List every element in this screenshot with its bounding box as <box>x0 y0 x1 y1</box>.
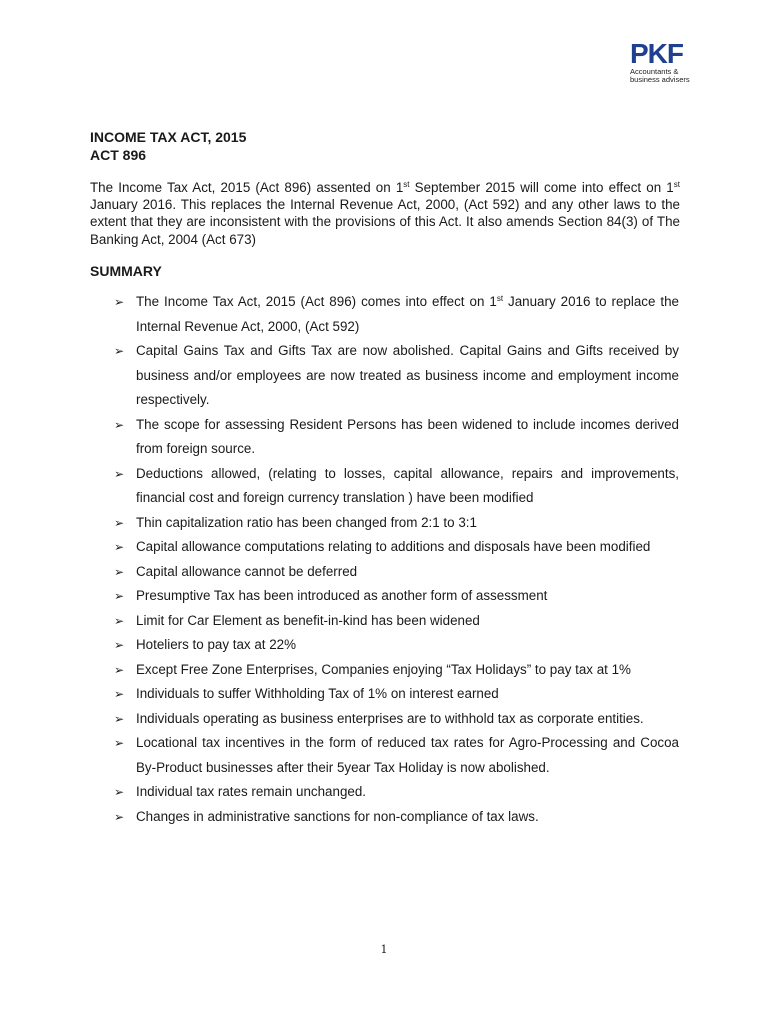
list-item-text: January 2016 to replace the Internal Revenue Act, 2000, (Act 592) <box>136 294 680 334</box>
arrowhead-icon: ➢ <box>114 687 125 701</box>
list-item-text: Locational tax incentives in the form of reduced tax rates for Agro-Processing and Cocoa By-Product businesses after their 5year Tax Holiday is now abolished. <box>136 735 679 775</box>
arrowhead-icon: ➢ <box>114 540 125 554</box>
pkf-logo-text: PKF <box>630 40 683 66</box>
arrowhead-icon: ➢ <box>114 785 125 799</box>
arrowhead-icon: ➢ <box>114 589 125 603</box>
logo-tagline-line1: Accountants & <box>630 67 679 76</box>
list-item <box>114 560 679 585</box>
list-item <box>114 535 679 560</box>
list-item-text: Thin capitalization ratio has been changed from 2:1 to 3:1 <box>136 514 477 530</box>
arrowhead-icon: ➢ <box>114 638 125 652</box>
list-item-text: Limit for Car Element as benefit-in-kind has been widened <box>136 612 480 628</box>
summary-heading: SUMMARY <box>90 263 162 279</box>
list-item-sup: st <box>496 294 504 303</box>
list-item-text: The Income Tax Act, 2015 (Act 896) comes into effect on 1 <box>136 294 497 309</box>
list-item-text: Presumptive Tax has been introduced as another form of assessment <box>136 588 548 603</box>
title-line-1: INCOME TAX ACT, 2015 <box>90 129 247 145</box>
list-item <box>114 780 679 805</box>
intro-text-1: The Income Tax Act, 2015 (Act 896) assented on 1 <box>90 180 404 195</box>
list-item-text: Capital Gains Tax and Gifts Tax are now abolished. Capital Gains and Gifts received by business and/or employees are now treated as business income and employment income respectively. <box>136 343 679 407</box>
list-item-text: Hoteliers to pay tax at 22% <box>136 637 297 652</box>
list-item-text: Except Free Zone Enterprises, Companies enjoying “Tax Holidays” to pay tax at 1% <box>136 661 631 677</box>
arrowhead-icon: ➢ <box>114 295 125 309</box>
list-item <box>114 609 679 634</box>
arrowhead-icon: ➢ <box>114 736 125 750</box>
pkf-logo <box>630 40 720 84</box>
list-item-text: Deductions allowed, (relating to losses, capital allowance, repairs and improvements, financial cost and foreign currency translation ) have been modified <box>136 465 679 505</box>
arrowhead-icon: ➢ <box>114 613 125 628</box>
arrowhead-icon: ➢ <box>114 711 125 726</box>
list-item <box>114 511 679 536</box>
list-item <box>114 805 679 830</box>
arrowhead-icon: ➢ <box>114 662 125 677</box>
list-item-text: Capital allowance cannot be deferred <box>136 563 358 579</box>
list-item <box>114 413 679 462</box>
list-item <box>114 658 679 683</box>
list-item <box>114 707 679 732</box>
arrowhead-icon: ➢ <box>114 515 125 530</box>
arrowhead-icon: ➢ <box>114 466 125 481</box>
list-item <box>114 731 679 780</box>
arrowhead-icon: ➢ <box>114 809 125 824</box>
list-item <box>114 290 679 339</box>
arrowhead-icon: ➢ <box>114 564 125 579</box>
list-item <box>114 584 679 609</box>
list-item-text: Changes in administrative sanctions for non-compliance of tax laws. <box>136 808 539 824</box>
intro-text-2: September 2015 will come into effect on 1 <box>409 180 674 195</box>
intro-text-3: January 2016. This replaces the Internal Revenue Act, 2000, (Act 592) and any other laws to the extent that they are inconsistent with the provisions of this Act. It also amends Section 84(3) of The Banking Act, 2004 (Act 673) <box>90 197 680 247</box>
arrowhead-icon: ➢ <box>114 417 125 432</box>
intro-sup-1: st <box>403 180 410 189</box>
list-item-text: Capital allowance computations relating to additions and disposals have been modified <box>136 539 651 554</box>
list-item-text: The scope for assessing Resident Persons has been widened to include incomes derived from foreign source. <box>136 416 679 456</box>
list-item-text: Individual tax rates remain unchanged. <box>136 784 367 799</box>
intro-sup-2: st <box>673 180 680 189</box>
arrowhead-icon: ➢ <box>114 344 125 358</box>
list-item <box>114 682 679 707</box>
summary-list <box>114 290 679 829</box>
pkf-logo-mark <box>630 40 696 66</box>
list-item <box>114 339 679 413</box>
logo-tagline-line2: business advisers <box>630 75 690 84</box>
list-item <box>114 462 679 511</box>
logo-tagline <box>630 68 720 84</box>
list-item <box>114 633 679 658</box>
page-number: 1 <box>380 943 388 956</box>
list-item-text: Individuals operating as business enterprises are to withhold tax as corporate entities. <box>136 710 644 726</box>
list-item-text: Individuals to suffer Withholding Tax of 1% on interest earned <box>136 686 499 701</box>
intro-paragraph <box>90 179 680 248</box>
document-title <box>90 128 246 164</box>
title-line-2: ACT 896 <box>90 147 147 163</box>
